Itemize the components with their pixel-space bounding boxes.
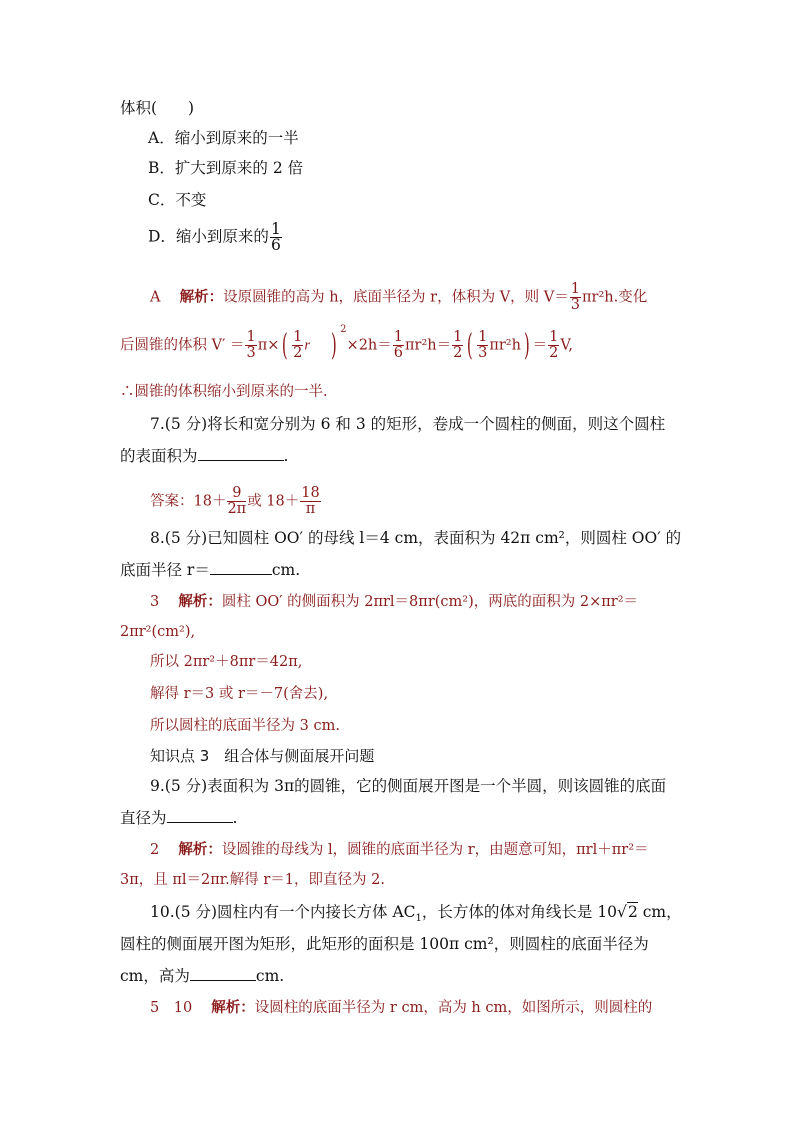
- right-paren-icon: ): [523, 327, 530, 363]
- q6-expr-g: V,: [560, 337, 573, 354]
- q8-analysis-label: 解析：: [178, 593, 222, 610]
- q10-analysis-line1: [150, 998, 652, 1018]
- q6-expr-f: ＝: [532, 337, 548, 354]
- q6-expr-b: r: [304, 337, 311, 354]
- q6-option-a: A．缩小到原来的一半: [148, 129, 299, 147]
- q10-stem-line1-b: ，长方体的体对角线长是 10: [421, 903, 618, 921]
- left-paren-icon: (: [282, 327, 289, 363]
- q9-analysis-line2: 3π，且 πl＝2πr.解得 r＝1，即直径为 2.: [120, 872, 385, 888]
- q8-analysis-line3: 所以 2πr²＋8πr＝42π,: [150, 654, 303, 670]
- q6-frac-d: $\frac{1}{2}$: [453, 329, 463, 361]
- q6-analysis-text1: 设原圆锥的高为 h，底面半径为 r，体积为 V，则 V＝: [223, 289, 569, 306]
- q9-answer: 2: [150, 842, 160, 858]
- q7-stem-line2-text: 的表面积为: [120, 447, 198, 465]
- q7-answer-line: [150, 486, 322, 517]
- q6-stem-tail: 体积( ): [120, 99, 195, 117]
- q10-stem-line1-c: cm，: [637, 903, 682, 921]
- q9-stem-line2: [120, 808, 237, 828]
- q10-stem-line3-a: cm，高为: [120, 967, 190, 985]
- q6-analysis-line2-prefix: 后圆锥的体积 V′ ＝: [120, 337, 245, 354]
- q8-analysis-line1: [150, 592, 638, 612]
- q6-expr-e: πr²h: [489, 337, 521, 354]
- left-paren-icon: (: [467, 327, 474, 363]
- q9-answer-blank[interactable]: [167, 808, 233, 823]
- q6-option-b: B．扩大到原来的 2 倍: [148, 159, 304, 177]
- q8-answer-blank[interactable]: [210, 560, 272, 575]
- q7-answer-mid: 或 18＋: [247, 493, 300, 510]
- q10-stem-line1-a: 10.(5 分)圆柱内有一个内接长方体 AC: [150, 903, 416, 921]
- q8-stem-line2-a: 底面半径 r＝: [120, 561, 210, 579]
- q10-subscript: 1: [415, 913, 422, 925]
- q6-analysis-text1-after: πr²h.变化: [581, 289, 648, 306]
- q8-stem-line1: 8.(5 分)已知圆柱 OO′ 的母线 l＝4 cm，表面积为 42π cm²，则圆柱 OO′ 的: [150, 529, 682, 547]
- q8-answer: 3: [150, 594, 160, 610]
- q7-stem-line1: 7.(5 分)将长和宽分别为 6 和 3 的矩形，卷成一个圆柱的侧面，则这个圆柱: [150, 415, 666, 433]
- q8-stem-line2-b: cm.: [271, 561, 301, 579]
- q6-frac-f: $\frac{1}{2}$: [549, 329, 559, 361]
- q6-frac-e: $\frac{1}{3}$: [478, 329, 488, 361]
- q10-stem-line2: 圆柱的侧面展开图为矩形，此矩形的面积是 100π cm²，则圆柱的底面半径为: [120, 935, 649, 953]
- q9-stem-line1: 9.(5 分)表面积为 3π的圆锥，它的侧面展开图是一个半圆，则该圆锥的底面: [150, 777, 667, 795]
- q6-option-c: C．不变: [148, 191, 207, 209]
- q10-analysis-label: 解析：: [211, 999, 255, 1016]
- q10-sqrt-value: 2: [627, 903, 638, 921]
- q9-stem-line2-a: 直径为: [120, 809, 167, 827]
- q6-analysis-line2: [120, 323, 573, 363]
- q6-expr-a: π×: [257, 337, 280, 354]
- q7-answer-a: 18＋: [193, 493, 227, 510]
- q6-option-d-prefix: D．缩小到原来的: [148, 227, 269, 246]
- q9-analysis-label: 解析：: [178, 841, 222, 858]
- q10-stem-line3-b: cm.: [255, 967, 285, 985]
- q8-stem-line2: [120, 560, 300, 580]
- q6-expr-c: ×2h＝: [346, 337, 392, 354]
- q6-analysis-line1: [150, 282, 647, 313]
- q6-frac-a: $\frac{1}{3}$: [246, 329, 256, 361]
- q7-answer-blank[interactable]: [198, 446, 284, 461]
- q9-analysis-text1: 设圆锥的母线为 l，圆锥的底面半径为 r，由题意可知，πrl＋πr²＝: [221, 842, 649, 858]
- q6-analysis-frac1: $\frac{1}{3}$: [570, 281, 580, 313]
- q8-analysis-text1: 圆柱 OO′ 的侧面积为 2πrl＝8πr(cm²)，两底的面积为 2×πr²＝: [221, 594, 639, 610]
- q7-answer-frac2: $\frac{18}{\pi}$: [301, 485, 320, 517]
- q10-stem-line1: [150, 902, 682, 929]
- q6-frac-b: $\frac{1}{2}$: [293, 329, 303, 361]
- q6-option-d: [148, 222, 283, 253]
- right-paren-icon: ): [331, 327, 338, 363]
- q10-answer-blank[interactable]: [190, 966, 256, 981]
- q9-stem-line2-b: .: [232, 809, 238, 827]
- q7-answer-frac1: $\frac{9}{2\pi}$: [227, 485, 247, 517]
- q6-frac-c: $\frac{1}{6}$: [393, 329, 403, 361]
- q10-stem-line3: [120, 966, 284, 986]
- q6-expr-d: πr²h＝: [405, 337, 452, 354]
- q8-analysis-line2: 2πr²(cm²),: [120, 624, 196, 640]
- q6-answer: A: [150, 289, 161, 306]
- q6-exponent: 2: [340, 323, 347, 335]
- sqrt-icon: √: [617, 903, 627, 921]
- q8-analysis-line4: 解得 r＝3 或 r＝－7(舍去),: [150, 686, 329, 702]
- q10-analysis-text1: 设圆柱的底面半径为 r cm，高为 h cm，如图所示，则圆柱的: [254, 1000, 653, 1016]
- q9-analysis-line1: [150, 840, 649, 860]
- section-heading: 知识点 3 组合体与侧面展开问题: [150, 747, 375, 765]
- q7-stem-line2-end: .: [283, 447, 289, 465]
- q7-answer-label: 答案：: [150, 493, 194, 510]
- q6-conclusion: ∴圆锥的体积缩小到原来的一半.: [120, 384, 328, 400]
- q6-option-d-fraction: $\frac{1}{6}$: [270, 220, 281, 254]
- q7-stem-line2: [120, 446, 288, 466]
- q10-answer: 5 10: [150, 1000, 193, 1016]
- q6-analysis-label: 解析：: [179, 288, 224, 306]
- q8-analysis-line5: 所以圆柱的底面半径为 3 cm.: [150, 718, 340, 734]
